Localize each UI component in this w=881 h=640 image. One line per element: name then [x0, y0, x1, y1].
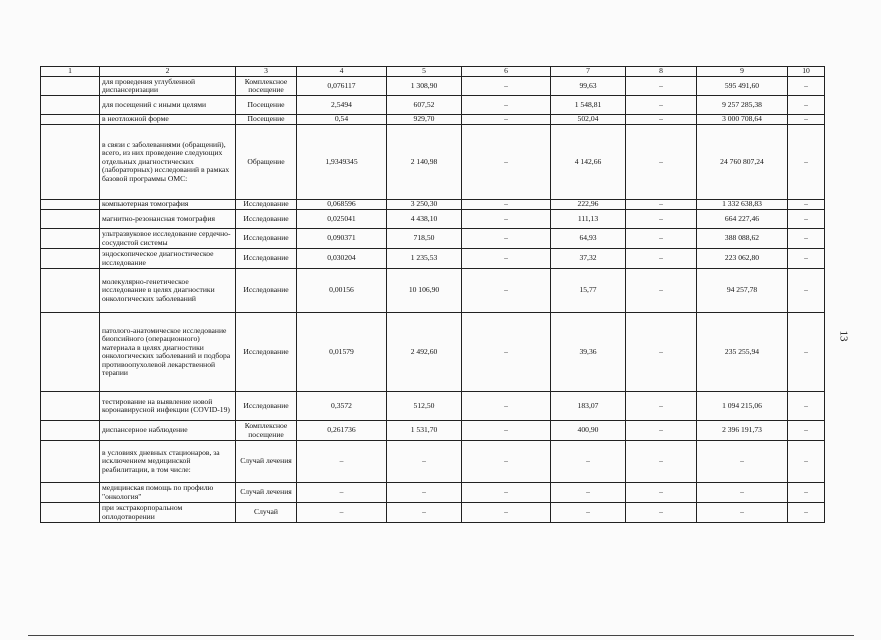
table-row: [41, 77, 825, 96]
unit-of-measure: Исследование: [236, 313, 297, 392]
col10-value: –: [788, 229, 825, 249]
col6-value: –: [462, 392, 551, 421]
col7-value: –: [551, 483, 626, 503]
col7-value: 111,13: [551, 210, 626, 229]
col7-value: 99,63: [551, 77, 626, 96]
col10-value: –: [788, 77, 825, 96]
col5-value: 718,50: [387, 229, 462, 249]
col7-value: –: [551, 441, 626, 483]
col6-value: –: [462, 269, 551, 313]
table-row: [41, 392, 825, 421]
column-number: 8: [626, 67, 697, 77]
indicator-name: в связи с заболеваниями (обращений), всего, из них проведение следующих отдельных диагностических (лабораторных) исследований в рамках базовой программы ОМС:: [100, 125, 236, 200]
col4-value: 0,261736: [297, 421, 387, 441]
col7-value: 64,93: [551, 229, 626, 249]
col5-value: 607,52: [387, 96, 462, 115]
col9-value: –: [697, 483, 788, 503]
col6-value: –: [462, 483, 551, 503]
table-row: [41, 125, 825, 200]
col6-value: –: [462, 503, 551, 523]
col8-value: –: [626, 392, 697, 421]
column-number: 9: [697, 67, 788, 77]
col8-value: –: [626, 503, 697, 523]
col8-value: –: [626, 421, 697, 441]
col9-value: 223 062,80: [697, 249, 788, 269]
col4-value: –: [297, 483, 387, 503]
indicator-name: для посещений с иными целями: [100, 96, 236, 115]
blank-cell: [41, 503, 100, 523]
col6-value: –: [462, 77, 551, 96]
unit-of-measure: Комплексное посещение: [236, 421, 297, 441]
col7-value: –: [551, 503, 626, 523]
unit-of-measure: Обращение: [236, 125, 297, 200]
table-row: [41, 229, 825, 249]
col9-value: 2 396 191,73: [697, 421, 788, 441]
col10-value: –: [788, 200, 825, 210]
col5-value: 2 140,98: [387, 125, 462, 200]
blank-cell: [41, 125, 100, 200]
col10-value: –: [788, 392, 825, 421]
col10-value: –: [788, 441, 825, 483]
col4-value: 0,076117: [297, 77, 387, 96]
indicator-name: медицинская помощь по профилю "онкология": [100, 483, 236, 503]
unit-of-measure: Посещение: [236, 96, 297, 115]
col10-value: –: [788, 503, 825, 523]
col7-value: 39,36: [551, 313, 626, 392]
table-row: [41, 249, 825, 269]
column-number: 6: [462, 67, 551, 77]
indicator-name: ультразвуковое исследование сердечно-сосудистой системы: [100, 229, 236, 249]
blank-cell: [41, 483, 100, 503]
col4-value: 0,025041: [297, 210, 387, 229]
col8-value: –: [626, 210, 697, 229]
unit-of-measure: Исследование: [236, 269, 297, 313]
table-body: [41, 67, 825, 523]
blank-cell: [41, 441, 100, 483]
blank-cell: [41, 210, 100, 229]
indicator-name: диспансерное наблюдение: [100, 421, 236, 441]
col9-value: 595 491,60: [697, 77, 788, 96]
col7-value: 4 142,66: [551, 125, 626, 200]
blank-cell: [41, 96, 100, 115]
indicator-name: в неотложной форме: [100, 115, 236, 125]
col8-value: –: [626, 313, 697, 392]
col10-value: –: [788, 96, 825, 115]
column-number: 4: [297, 67, 387, 77]
col5-value: 2 492,60: [387, 313, 462, 392]
table-row: [41, 441, 825, 483]
table-row: [41, 115, 825, 125]
unit-of-measure: Случай лечения: [236, 441, 297, 483]
table-row: [41, 269, 825, 313]
col4-value: 1,9349345: [297, 125, 387, 200]
unit-of-measure: Посещение: [236, 115, 297, 125]
col9-value: 9 257 285,38: [697, 96, 788, 115]
column-number: 1: [41, 67, 100, 77]
col8-value: –: [626, 229, 697, 249]
unit-of-measure: Комплексное посещение: [236, 77, 297, 96]
col7-value: 222,96: [551, 200, 626, 210]
indicator-name: при экстракорпоральном оплодотворении: [100, 503, 236, 523]
col10-value: –: [788, 483, 825, 503]
page-number: 13: [837, 330, 850, 342]
column-number: 3: [236, 67, 297, 77]
blank-cell: [41, 200, 100, 210]
col4-value: –: [297, 503, 387, 523]
blank-cell: [41, 229, 100, 249]
col5-value: 512,50: [387, 392, 462, 421]
col8-value: –: [626, 125, 697, 200]
column-number: 2: [100, 67, 236, 77]
table-row: [41, 313, 825, 392]
col7-value: 183,07: [551, 392, 626, 421]
col4-value: 0,068596: [297, 200, 387, 210]
table-row: [41, 200, 825, 210]
col8-value: –: [626, 115, 697, 125]
col8-value: –: [626, 96, 697, 115]
col4-value: 0,3572: [297, 392, 387, 421]
blank-cell: [41, 115, 100, 125]
unit-of-measure: Исследование: [236, 229, 297, 249]
blank-cell: [41, 313, 100, 392]
col9-value: –: [697, 441, 788, 483]
bottom-rule: [28, 635, 854, 636]
col10-value: –: [788, 115, 825, 125]
blank-cell: [41, 421, 100, 441]
col6-value: –: [462, 125, 551, 200]
col6-value: –: [462, 249, 551, 269]
col5-value: 1 308,90: [387, 77, 462, 96]
col9-value: 1 094 215,06: [697, 392, 788, 421]
col4-value: 0,01579: [297, 313, 387, 392]
column-number: 5: [387, 67, 462, 77]
col4-value: 2,5494: [297, 96, 387, 115]
table-row: [41, 210, 825, 229]
col6-value: –: [462, 96, 551, 115]
col7-value: 15,77: [551, 269, 626, 313]
data-table: [40, 66, 825, 523]
col4-value: 0,00156: [297, 269, 387, 313]
col6-value: –: [462, 313, 551, 392]
unit-of-measure: Исследование: [236, 392, 297, 421]
col5-value: 929,70: [387, 115, 462, 125]
col7-value: 37,32: [551, 249, 626, 269]
col7-value: 502,04: [551, 115, 626, 125]
col9-value: 94 257,78: [697, 269, 788, 313]
table-row: [41, 503, 825, 523]
col9-value: 235 255,94: [697, 313, 788, 392]
col6-value: –: [462, 115, 551, 125]
col8-value: –: [626, 77, 697, 96]
blank-cell: [41, 77, 100, 96]
indicator-name: магнитно-резонансная томография: [100, 210, 236, 229]
unit-of-measure: Случай лечения: [236, 483, 297, 503]
indicator-name: в условиях дневных стационаров, за исключением медицинской реабилитации, в том числе:: [100, 441, 236, 483]
col10-value: –: [788, 210, 825, 229]
col9-value: 24 760 807,24: [697, 125, 788, 200]
col6-value: –: [462, 441, 551, 483]
indicator-name: патолого-анатомическое исследование биопсийного (операционного) материала в целях диагностики онкологических заболеваний и подбора противоопухолевой лекарственной терапии: [100, 313, 236, 392]
col8-value: –: [626, 269, 697, 313]
col8-value: –: [626, 441, 697, 483]
unit-of-measure: Исследование: [236, 210, 297, 229]
indicator-name: для проведения углубленной диспансеризации: [100, 77, 236, 96]
col5-value: –: [387, 483, 462, 503]
col10-value: –: [788, 421, 825, 441]
col8-value: –: [626, 249, 697, 269]
col4-value: 0,54: [297, 115, 387, 125]
col5-value: 1 235,53: [387, 249, 462, 269]
unit-of-measure: Случай: [236, 503, 297, 523]
col9-value: 664 227,46: [697, 210, 788, 229]
col10-value: –: [788, 125, 825, 200]
col4-value: –: [297, 441, 387, 483]
col7-value: 1 548,81: [551, 96, 626, 115]
col5-value: –: [387, 503, 462, 523]
col5-value: 3 250,30: [387, 200, 462, 210]
blank-cell: [41, 249, 100, 269]
table-row: [41, 421, 825, 441]
col4-value: 0,030204: [297, 249, 387, 269]
col6-value: –: [462, 210, 551, 229]
blank-cell: [41, 392, 100, 421]
col5-value: 10 106,90: [387, 269, 462, 313]
col6-value: –: [462, 200, 551, 210]
col8-value: –: [626, 483, 697, 503]
col9-value: –: [697, 503, 788, 523]
blank-cell: [41, 269, 100, 313]
col8-value: –: [626, 200, 697, 210]
col6-value: –: [462, 421, 551, 441]
column-number: 10: [788, 67, 825, 77]
col6-value: –: [462, 229, 551, 249]
col5-value: 1 531,70: [387, 421, 462, 441]
col10-value: –: [788, 313, 825, 392]
col9-value: 1 332 638,83: [697, 200, 788, 210]
col7-value: 400,90: [551, 421, 626, 441]
column-number: 7: [551, 67, 626, 77]
indicator-name: молекулярно-генетическое исследование в целях диагностики онкологических заболеваний: [100, 269, 236, 313]
col5-value: –: [387, 441, 462, 483]
column-number-row: [41, 67, 825, 77]
indicator-name: компьютерная томография: [100, 200, 236, 210]
col10-value: –: [788, 269, 825, 313]
col5-value: 4 438,10: [387, 210, 462, 229]
col4-value: 0,090371: [297, 229, 387, 249]
col9-value: 388 088,62: [697, 229, 788, 249]
indicator-name: эндоскопическое диагностическое исследование: [100, 249, 236, 269]
col10-value: –: [788, 249, 825, 269]
table-row: [41, 96, 825, 115]
unit-of-measure: Исследование: [236, 200, 297, 210]
col9-value: 3 000 708,64: [697, 115, 788, 125]
unit-of-measure: Исследование: [236, 249, 297, 269]
table-row: [41, 483, 825, 503]
indicator-name: тестирование на выявление новой коронавирусной инфекции (COVID-19): [100, 392, 236, 421]
